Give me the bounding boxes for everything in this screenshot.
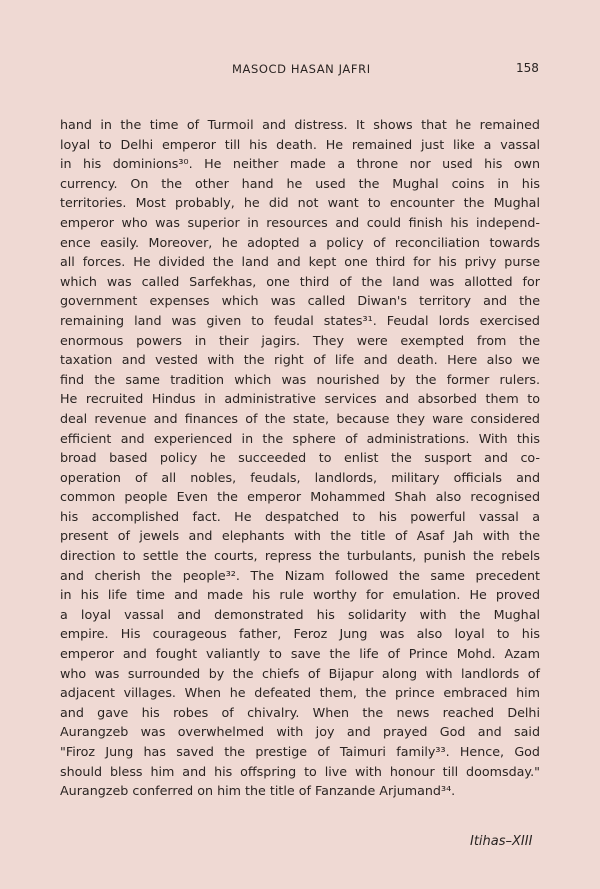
text-line: empire. His courageous father, Feroz Jung was also loyal to his bbox=[60, 626, 540, 642]
text-line: and cherish the people³². The Nizam followed the same precedent bbox=[60, 567, 540, 583]
text-line: Aurangzeb conferred on him the title of Fanzande Arjumand³⁴. bbox=[60, 783, 456, 799]
text-line: remaining land was given to feudal states³¹. Feudal lords exercised bbox=[60, 312, 540, 328]
text-line: in his dominions³⁰. He neither made a throne nor used his own bbox=[60, 156, 540, 172]
text-line: present of jewels and elephants with the title of Asaf Jah with the bbox=[60, 528, 540, 544]
text-line: find the same tradition which was nourished by the former rulers. bbox=[60, 371, 540, 387]
text-line: Aurangzeb was overwhelmed with joy and prayed God and said bbox=[60, 724, 540, 740]
text-line: efficient and experienced in the sphere of administrations. With this bbox=[60, 430, 540, 446]
text-line: currency. On the other hand he used the Mughal coins in his bbox=[60, 175, 540, 191]
text-line: taxation and vested with the right of life and death. Here also we bbox=[60, 352, 540, 368]
text-line: deal revenue and finances of the state, because they ware considered bbox=[60, 410, 540, 426]
text-line: emperor and fought valiantly to save the life of Prince Mohd. Azam bbox=[60, 646, 540, 662]
text-line: who was surrounded by the chiefs of Bijapur along with landlords of bbox=[60, 665, 540, 681]
text-line: loyal to Delhi emperor till his death. He remained just like a vassal bbox=[60, 136, 540, 152]
text-line: "Firoz Jung has saved the prestige of Taimuri family³³. Hence, God bbox=[60, 744, 540, 759]
text-line: hand in the time of Turmoil and distress. It shows that he remained bbox=[60, 117, 540, 132]
text-line: He recruited Hindus in administrative services and absorbed them to bbox=[60, 391, 540, 407]
page-number: 158 bbox=[516, 61, 539, 75]
text-line: which was called Sarfekhas, one third of the land was allotted for bbox=[60, 273, 540, 289]
text-line: and gave his robes of chivalry. When the news reached Delhi bbox=[60, 704, 540, 720]
body-text bbox=[60, 115, 540, 801]
journal-footer: Itihas–XIII bbox=[470, 834, 533, 849]
text-line: ence easily. Moreover, he adopted a policy of reconciliation towards bbox=[60, 234, 540, 250]
text-line: territories. Most probably, he did not want to encounter the Mughal bbox=[60, 195, 540, 211]
text-line: in his life time and made his rule worthy for emulation. He proved bbox=[60, 587, 540, 603]
text-line: his accomplished fact. He despatched to his powerful vassal a bbox=[60, 508, 540, 524]
running-head: MASOCD HASAN JAFRI bbox=[232, 62, 371, 76]
text-line: enormous powers in their jagirs. They were exempted from the bbox=[60, 332, 540, 348]
text-line: all forces. He divided the land and kept one third for his privy purse bbox=[60, 254, 540, 270]
text-line: common people Even the emperor Mohammed Shah also recognised bbox=[60, 489, 540, 505]
text-line: government expenses which was called Diwan's territory and the bbox=[60, 293, 540, 309]
text-line: operation of all nobles, feudals, landlords, military officials and bbox=[60, 469, 540, 485]
text-line: emperor who was superior in resources and could finish his independ- bbox=[60, 214, 540, 230]
text-line: direction to settle the courts, repress the turbulants, punish the rebels bbox=[60, 548, 540, 564]
text-line: adjacent villages. When he defeated them, the prince embraced him bbox=[60, 685, 540, 701]
text-line: broad based policy he succeeded to enlist the susport and co- bbox=[60, 450, 540, 466]
text-line: a loyal vassal and demonstrated his solidarity with the Mughal bbox=[60, 606, 540, 622]
text-line: should bless him and his offspring to live with honour till doomsday." bbox=[60, 763, 540, 779]
